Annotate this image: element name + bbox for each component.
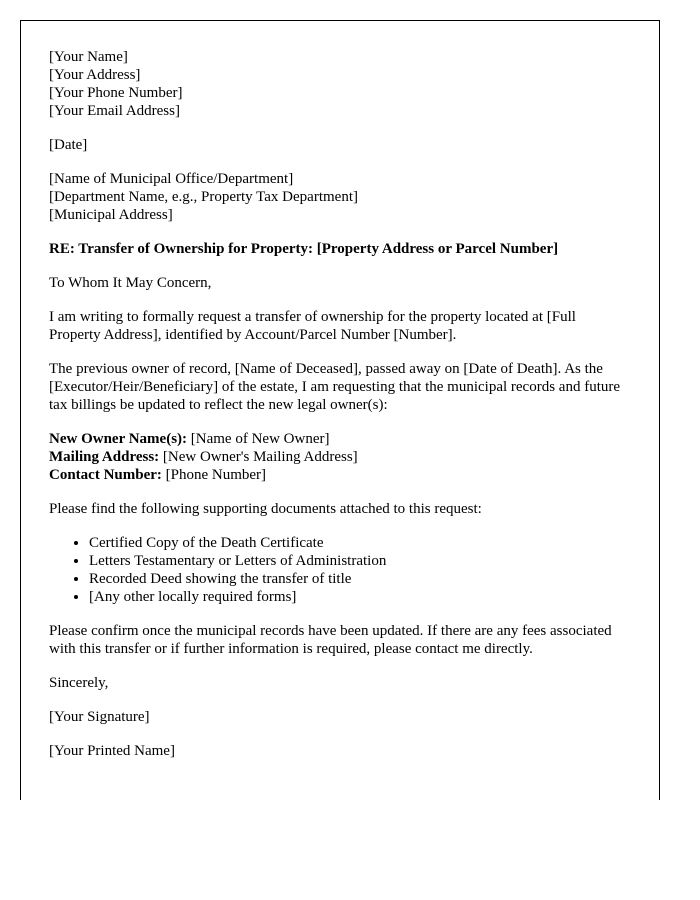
closing-paragraph: Please confirm once the municipal records have been updated. If there are any fees associated with this transfer or if further information is required, please contact me directly. — [49, 623, 612, 657]
paragraph-deceased: The previous owner of record, [Name of Deceased], passed away on [Date of Death]. As the [Executor/Heir/Beneficiary] of the estate, I am requesting that the municipal records and future tax billings be updated to reflect the new legal owner(s): — [49, 361, 621, 413]
sender-email: [Your Email Address] — [49, 103, 180, 119]
paragraph-request: I am writing to formally request a transfer of ownership for the property located at [Full Property Address], identified by Account/Parcel Number [Number]. — [49, 309, 576, 343]
list-item: • Letters Testamentary or Letters of Administration — [89, 552, 629, 570]
mailing-address-row — [49, 448, 629, 466]
signoff: Sincerely, — [49, 675, 109, 691]
owner-name-value: [Name of New Owner] — [187, 431, 330, 447]
subject-line: RE: Transfer of Ownership for Property: [Property Address or Parcel Number] — [49, 241, 559, 257]
documents-list — [49, 534, 629, 606]
list-item: • Certified Copy of the Death Certificate — [89, 534, 629, 552]
letter-body — [49, 48, 629, 776]
recipient-address: [Municipal Address] — [49, 207, 173, 223]
mailing-address-value: [New Owner's Mailing Address] — [159, 449, 358, 465]
owner-details-block — [49, 430, 629, 484]
recipient-block — [49, 170, 629, 224]
printed-name: [Your Printed Name] — [49, 743, 175, 759]
date-block — [49, 136, 629, 154]
recipient-office: [Name of Municipal Office/Department] — [49, 171, 294, 187]
sender-address: [Your Address] — [49, 67, 141, 83]
sender-block — [49, 48, 629, 120]
owner-name-row — [49, 430, 629, 448]
sender-phone: [Your Phone Number] — [49, 85, 183, 101]
documents-intro: Please find the following supporting documents attached to this request: — [49, 501, 482, 517]
mailing-address-label: Mailing Address: — [49, 449, 160, 465]
contact-number-row — [49, 466, 629, 484]
owner-name-label: New Owner Name(s): — [49, 431, 188, 447]
signature-placeholder: [Your Signature] — [49, 709, 150, 725]
salutation: To Whom It May Concern, — [49, 275, 212, 291]
letter-date: [Date] — [49, 137, 88, 153]
list-item: • Recorded Deed showing the transfer of title — [89, 570, 629, 588]
sender-name: [Your Name] — [49, 49, 128, 65]
list-item: • [Any other locally required forms] — [89, 588, 629, 606]
contact-number-label: Contact Number: — [49, 467, 162, 483]
recipient-department: [Department Name, e.g., Property Tax Department] — [49, 189, 358, 205]
contact-number-value: [Phone Number] — [161, 467, 267, 483]
